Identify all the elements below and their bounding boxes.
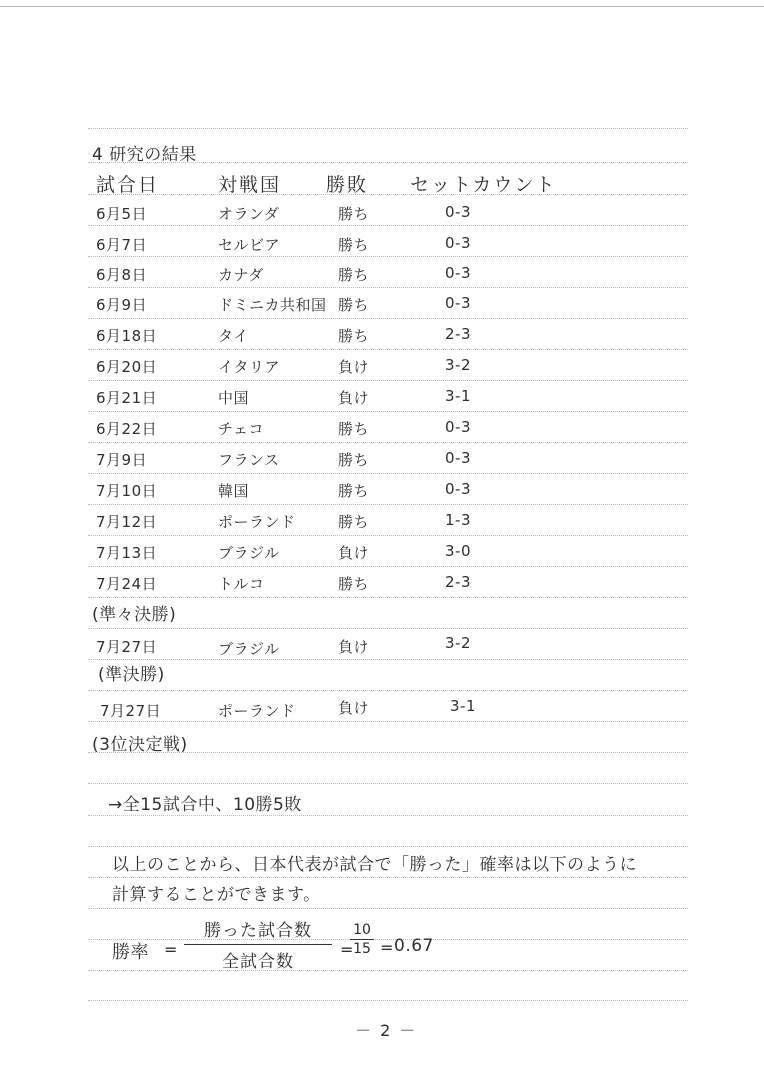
ruled-line: [88, 815, 688, 816]
set-count: 0-3: [445, 480, 471, 498]
section-title: 4 研究の結果: [92, 145, 197, 165]
match-result: 負け: [338, 638, 370, 656]
match-result: 勝ち: [338, 296, 370, 314]
set-count: 3-0: [445, 542, 471, 560]
ruled-line: [88, 846, 688, 847]
ruled-line: [88, 504, 688, 505]
opponent-name: ブラジル: [218, 544, 280, 562]
match-date: 7月10日: [96, 482, 158, 500]
ruled-line: [88, 194, 688, 195]
header-date: 試合日: [96, 174, 160, 196]
ruled-line: [88, 1000, 688, 1001]
opponent-name: ブラジル: [218, 640, 280, 658]
ruled-line: [88, 473, 688, 474]
set-count: 0-3: [445, 234, 471, 252]
match-result: 勝ち: [338, 236, 370, 254]
ruled-line: [88, 908, 688, 909]
ruled-line: [88, 877, 688, 878]
set-count: 0-3: [445, 294, 471, 312]
match-result: 負け: [338, 389, 370, 407]
header-opponent: 対戦国: [218, 174, 282, 196]
match-result: 勝ち: [338, 482, 370, 500]
fraction-denominator: 全試合数: [222, 952, 294, 972]
opponent-name: 韓国: [218, 482, 250, 500]
word-fraction: [184, 916, 332, 972]
page-number: － 2 －: [355, 1021, 418, 1040]
opponent-name: イタリア: [218, 358, 281, 376]
opponent-name: 中国: [218, 389, 250, 407]
match-result: 負け: [338, 358, 370, 376]
match-date: 7月27日: [96, 638, 158, 656]
explanation-line-2: 計算することができます。: [112, 885, 321, 905]
value-numerator: 10: [353, 922, 371, 938]
opponent-name: タイ: [218, 327, 249, 345]
equals-sign: =: [340, 940, 354, 959]
equals-sign: =: [164, 940, 178, 959]
ruled-line: [88, 380, 688, 381]
ruled-line: [88, 411, 688, 412]
match-result: 勝ち: [338, 513, 370, 531]
match-result: 負け: [338, 699, 370, 717]
fraction-numerator: 勝った試合数: [204, 921, 312, 941]
match-date: 7月13日: [96, 544, 158, 562]
set-count: 2-3: [445, 573, 471, 591]
match-result: 勝ち: [338, 451, 370, 469]
ruled-line: [88, 566, 688, 567]
ruled-line: [88, 256, 688, 257]
set-count: 0-3: [445, 264, 471, 282]
header-result: 勝敗: [326, 174, 369, 196]
match-result: 勝ち: [338, 205, 370, 223]
match-date: 6月5日: [96, 205, 148, 223]
opponent-name: トルコ: [218, 575, 265, 593]
opponent-name: オランダ: [218, 205, 280, 223]
match-date: 7月27日: [100, 702, 162, 720]
set-count: 0-3: [445, 203, 471, 221]
match-result: 勝ち: [338, 266, 370, 284]
ruled-line: [88, 442, 688, 443]
ruled-line: [88, 597, 688, 598]
equals-sign: =: [380, 938, 394, 957]
summary-line: →全15試合中、10勝5敗: [108, 795, 302, 815]
opponent-name: カナダ: [218, 266, 264, 284]
set-count: 3-2: [445, 634, 471, 652]
opponent-name: フランス: [218, 451, 280, 469]
ruled-line: [88, 225, 688, 226]
match-date: 7月9日: [96, 451, 148, 469]
match-date: 7月12日: [96, 513, 158, 531]
match-result: 勝ち: [338, 327, 370, 345]
ruled-line: [88, 535, 688, 536]
opponent-name: ドミニカ共和国: [218, 296, 327, 314]
number-fraction: [350, 922, 374, 957]
formula-result: 0.67: [394, 936, 434, 956]
match-date: 6月18日: [96, 327, 158, 345]
match-date: 6月21日: [96, 389, 158, 407]
match-date: 6月8日: [96, 266, 148, 284]
top-edge-line: [0, 6, 764, 7]
ruled-line: [88, 349, 688, 350]
fraction-bar: [184, 944, 332, 945]
set-count: 1-3: [445, 511, 471, 529]
round-note: (3位決定戦): [92, 735, 188, 755]
ruled-line: [88, 721, 688, 722]
match-date: 7月24日: [96, 575, 158, 593]
set-count: 2-3: [445, 325, 471, 343]
set-count: 3-1: [450, 697, 476, 715]
match-date: 6月9日: [96, 296, 148, 314]
match-date: 6月20日: [96, 358, 158, 376]
opponent-name: ポーランド: [218, 513, 296, 531]
ruled-line: [88, 628, 688, 629]
formula-label: 勝率: [112, 942, 149, 963]
set-count: 0-3: [445, 449, 471, 467]
match-result: 勝ち: [338, 575, 370, 593]
match-result: 負け: [338, 544, 370, 562]
value-denominator: 15: [353, 941, 371, 957]
set-count: 3-1: [445, 387, 471, 405]
set-count: 3-2: [445, 356, 471, 374]
ruled-line: [88, 287, 688, 288]
ruled-line: [88, 659, 688, 660]
ruled-line: [88, 690, 688, 691]
match-result: 勝ち: [338, 420, 370, 438]
round-note: (準決勝): [98, 665, 165, 685]
ruled-line: [88, 318, 688, 319]
header-sets: セットカウント: [410, 174, 557, 196]
round-note: (準々決勝): [92, 605, 177, 625]
match-date: 6月22日: [96, 420, 158, 438]
set-count: 0-3: [445, 418, 471, 436]
win-rate-formula: [112, 916, 472, 976]
explanation-line-1: 以上のことから、日本代表が試合で「勝った」確率は以下のように: [112, 855, 637, 875]
opponent-name: チェコ: [218, 420, 265, 438]
match-date: 6月7日: [96, 236, 148, 254]
ruled-line: [88, 783, 688, 784]
fraction-bar: [350, 939, 374, 940]
opponent-name: セルビア: [218, 236, 281, 254]
ruled-line: [88, 128, 688, 129]
opponent-name: ポーランド: [218, 702, 296, 720]
